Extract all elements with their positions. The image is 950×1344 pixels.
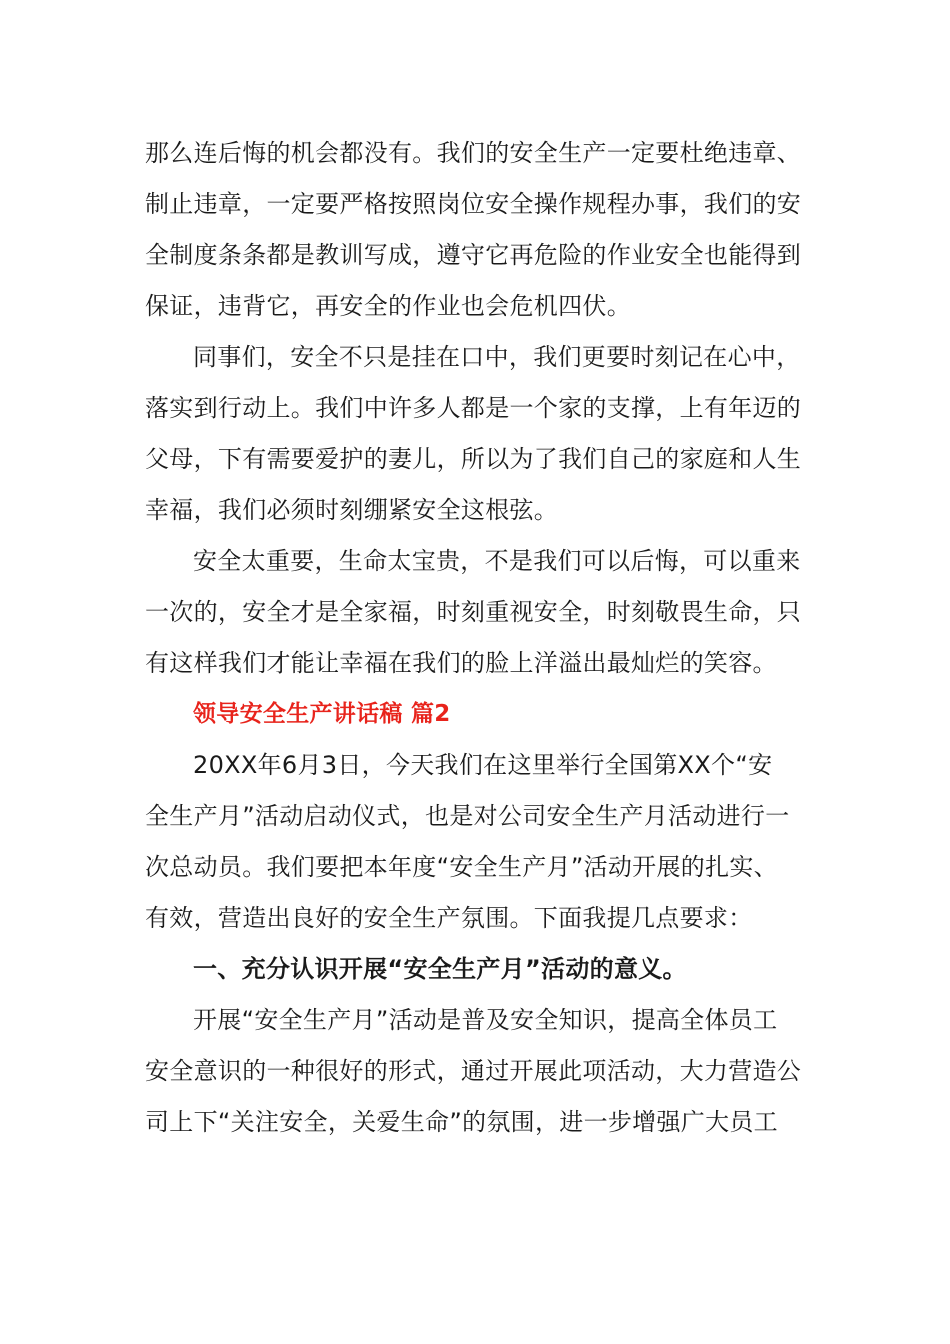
text-line: 那么连后悔的机会都没有。我们的安全生产一定要杜绝违章、 bbox=[145, 139, 802, 167]
section-heading-text: 领导安全生产讲话稿 篇2 bbox=[193, 701, 451, 727]
text-line: 落实到行动上。我们中许多人都是一个家的支撑，上有年迈的 bbox=[145, 394, 802, 422]
text-line: 开展“安全生产月”活动是普及安全知识，提高全体员工 bbox=[193, 1006, 778, 1034]
text-line: 制止违章，一定要严格按照岗位安全操作规程办事，我们的安 bbox=[145, 190, 802, 218]
text-line: 全制度条条都是教训写成，遵守它再危险的作业安全也能得到 bbox=[145, 241, 802, 269]
text-line: 有效，营造出良好的安全生产氛围。下面我提几点要求： bbox=[145, 904, 753, 932]
paragraph-3 bbox=[145, 536, 805, 689]
text-line: 司上下“关注安全，关爱生命”的氛围，进一步增强广大员工 bbox=[145, 1108, 778, 1136]
text-line: 父母，下有需要爱护的妻儿，所以为了我们自己的家庭和人生 bbox=[145, 445, 802, 473]
text-line: 一次的，安全才是全家福，时刻重视安全，时刻敬畏生命，只 bbox=[145, 598, 802, 626]
paragraph-1 bbox=[145, 128, 805, 332]
subheading bbox=[145, 944, 805, 995]
text-line: 次总动员。我们要把本年度“安全生产月”活动开展的扎实、 bbox=[145, 853, 778, 881]
text-line: 20XX年6月3日，今天我们在这里举行全国第XX个“安 bbox=[193, 751, 773, 779]
text-line: 安全意识的一种很好的形式，通过开展此项活动，大力营造公 bbox=[145, 1057, 802, 1085]
document-body bbox=[145, 128, 805, 1148]
text-line: 有这样我们才能让幸福在我们的脸上洋溢出最灿烂的笑容。 bbox=[145, 649, 777, 677]
paragraph-2 bbox=[145, 332, 805, 536]
subheading-text: 一、充分认识开展“安全生产月”活动的意义。 bbox=[193, 955, 687, 983]
text-line: 同事们，安全不只是挂在口中，我们更要时刻记在心中， bbox=[193, 343, 801, 371]
section-heading bbox=[145, 689, 805, 740]
paragraph-5 bbox=[145, 995, 805, 1148]
paragraph-4 bbox=[145, 740, 805, 944]
text-line: 全生产月”活动启动仪式，也是对公司安全生产月活动进行一 bbox=[145, 802, 790, 830]
text-line: 幸福，我们必须时刻绷紧安全这根弦。 bbox=[145, 496, 559, 524]
text-line: 保证，违背它，再安全的作业也会危机四伏。 bbox=[145, 292, 631, 320]
text-line: 安全太重要，生命太宝贵，不是我们可以后悔，可以重来 bbox=[193, 547, 801, 575]
